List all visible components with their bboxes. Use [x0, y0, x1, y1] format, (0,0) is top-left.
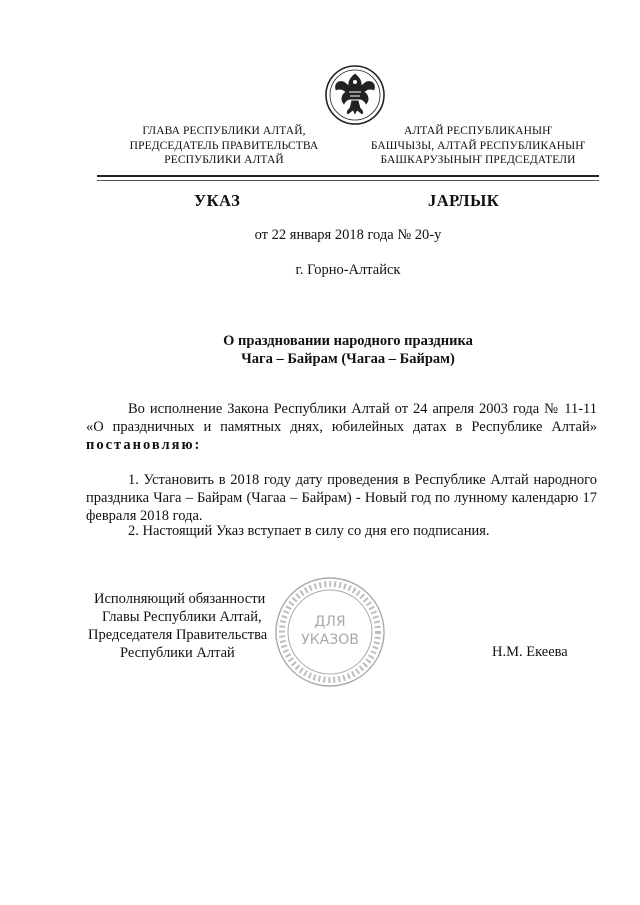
griffin-icon [324, 62, 386, 126]
signer-name: Н.М. Екеева [492, 644, 568, 660]
decree-city: г. Горно-Алтайск [295, 262, 401, 278]
header-left-line: ПРЕДСЕДАТЕЛЬ ПРАВИТЕЛЬСТВА [129, 139, 319, 152]
decree-date: от 22 января 2018 года № 20-у [254, 227, 442, 243]
header-right-line: БАШКАРУЗЫНЫҤ ПРЕДСЕДАТЕЛИ [380, 154, 576, 166]
stamp-text-line-2: УКАЗОВ [301, 632, 359, 648]
header-divider-thin [97, 180, 599, 181]
signature-line: Республики Алтай [120, 645, 235, 661]
clause-2: 2. Настоящий Указ вступает в силу со дня его подписания. [128, 523, 490, 539]
clause-1: 1. Установить в 2018 году дату проведения в Республике Алтай народного праздника Чага – Байрам (Чагаа – Байрам) - Новый год по лунному календарю 17 февраля 2018 года. [86, 472, 597, 524]
signature-line: Исполняющий обязанности [94, 591, 266, 607]
subject-line-1: О праздновании народного праздника [223, 333, 473, 349]
header-right [360, 124, 596, 168]
header-left-line: ГЛАВА РЕСПУБЛИКИ АЛТАЙ, [142, 125, 306, 137]
header-left-line: РЕСПУБЛИКИ АЛТАЙ [164, 154, 284, 166]
header-right-line: АЛТАЙ РЕСПУБЛИКАНЫҤ [404, 125, 552, 137]
decree-title-ru: УКАЗ [194, 191, 241, 210]
stamp-text-line-1: ДЛЯ [314, 614, 346, 630]
header-right-line: БАШЧЫЗЫ, АЛТАЙ РЕСПУБЛИКАНЫҤ [370, 139, 586, 152]
signature-block [80, 590, 280, 662]
coat-of-arms-emblem [324, 62, 386, 126]
document-subject [97, 332, 599, 368]
header-left [108, 124, 340, 168]
header-divider-thick [97, 175, 599, 177]
preamble-text: Во исполнение Закона Республики Алтай от 24 апреля 2003 года № 11-11 «О праздничных и памятных днях, юбилейных датах в Республике Алтай» [86, 401, 597, 435]
subject-line-2: Чага – Байрам (Чагаа – Байрам) [241, 351, 455, 367]
signature-line: Председателя Правительства [88, 627, 268, 643]
signature-line: Главы Республики Алтай, [102, 609, 262, 625]
resolve-word: постановляю: [86, 437, 202, 453]
stamp-seal-icon [272, 574, 388, 690]
preamble-paragraph [86, 400, 597, 454]
official-stamp [272, 574, 388, 690]
decree-title-altai: JАРЛЫК [428, 191, 500, 210]
